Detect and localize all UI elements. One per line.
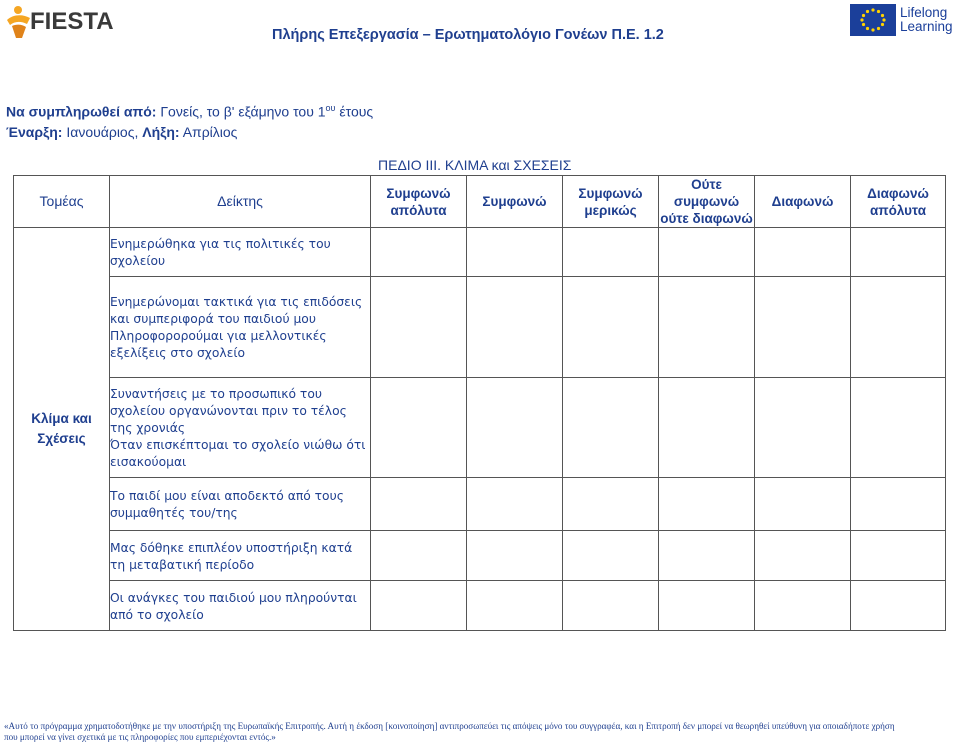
indicator-text: Όταν επισκέπτομαι το σχολείο νιώθω ότι εισακούομαι xyxy=(110,437,366,469)
scale-strongly-disagree: Διαφωνώ απόλυτα xyxy=(851,176,946,228)
document-title: Πλήρης Επεξεργασία – Ερωτηματολόγιο Γονέων Π.Ε. 1.2 xyxy=(272,27,664,43)
answer-cell[interactable] xyxy=(755,581,851,631)
sector-cell: Κλίμα και Σχέσεις xyxy=(14,228,110,631)
answer-cell[interactable] xyxy=(659,531,755,581)
end-label: Λήξη: xyxy=(142,124,180,140)
period-line xyxy=(6,124,237,140)
indicator-text: Οι ανάγκες του παιδιού μου πληρούνται από το σχολείο xyxy=(110,590,357,622)
indicator-cell xyxy=(110,277,371,378)
table-row xyxy=(14,531,946,581)
answer-cell[interactable] xyxy=(467,581,563,631)
respondent-value-a: Γονείς, το β' εξάμηνο του 1 xyxy=(156,103,326,120)
answer-cell[interactable] xyxy=(755,531,851,581)
answer-cell[interactable] xyxy=(755,277,851,378)
start-value: Ιανουάριος, xyxy=(62,124,143,140)
respondent-label: Να συμπληρωθεί από: xyxy=(6,103,157,120)
respondent-sup: ου xyxy=(325,103,336,113)
answer-cell[interactable] xyxy=(467,531,563,581)
indicator-cell xyxy=(110,581,371,631)
answer-cell[interactable] xyxy=(467,478,563,531)
answer-cell[interactable] xyxy=(371,378,467,478)
scale-partly-agree: Συμφωνώ μερικώς xyxy=(563,176,659,228)
indicator-cell xyxy=(110,228,371,277)
end-value: Απρίλιος xyxy=(179,124,238,140)
disclaimer-line-2: που μπορεί να γίνει σχετικά με τις πληροφορίες που εμπεριέχονται εντός.» xyxy=(4,732,276,742)
answer-cell[interactable] xyxy=(371,478,467,531)
indicator-text: Ενημερώνομαι τακτικά για τις επιδόσεις και συμπεριφορά του παιδιού μου xyxy=(110,294,363,326)
scale-strongly-agree: Συμφωνώ απόλυτα xyxy=(371,176,467,228)
scale-agree: Συμφωνώ xyxy=(467,176,563,228)
indicator-cell xyxy=(110,531,371,581)
answer-cell[interactable] xyxy=(659,378,755,478)
footer-disclaimer xyxy=(4,721,958,743)
learning-line: Learning xyxy=(900,19,953,34)
answer-cell[interactable] xyxy=(659,478,755,531)
answer-cell[interactable] xyxy=(755,478,851,531)
survey-table xyxy=(13,175,946,631)
eu-flag-icon xyxy=(850,4,896,36)
answer-cell[interactable] xyxy=(371,531,467,581)
answer-cell[interactable] xyxy=(563,277,659,378)
start-label: Έναρξη: xyxy=(6,124,63,140)
answer-cell[interactable] xyxy=(467,378,563,478)
col-sector-header: Τομέας xyxy=(14,176,110,228)
answer-cell[interactable] xyxy=(851,378,946,478)
indicator-text: Ενημερώθηκα για τις πολιτικές του σχολείου xyxy=(110,237,331,268)
scale-neutral: Ούτε συμφωνώ ούτε διαφωνώ xyxy=(660,177,753,226)
indicator-cell xyxy=(110,378,371,478)
indicator-text: Πληροφορορούμαι για μελλοντικές εξελίξεις στο σχολείο xyxy=(110,328,327,360)
answer-cell[interactable] xyxy=(755,228,851,277)
table-row xyxy=(14,228,946,277)
answer-cell[interactable] xyxy=(371,277,467,378)
answer-cell[interactable] xyxy=(563,228,659,277)
answer-cell[interactable] xyxy=(851,277,946,378)
brand-wordmark: FIESTA xyxy=(30,8,114,35)
table-row xyxy=(14,277,946,378)
answer-cell[interactable] xyxy=(563,378,659,478)
answer-cell[interactable] xyxy=(563,478,659,531)
section-title: ΠΕΔΙΟ ΙΙΙ. ΚΛΙΜΑ και ΣΧΕΣΕΙΣ xyxy=(378,157,572,173)
answer-cell[interactable] xyxy=(659,228,755,277)
answer-cell[interactable] xyxy=(563,581,659,631)
indicator-cell xyxy=(110,478,371,531)
lifelong-learning-logo xyxy=(850,4,958,38)
answer-cell[interactable] xyxy=(467,277,563,378)
scale-disagree: Διαφωνώ xyxy=(755,176,851,228)
answer-cell[interactable] xyxy=(659,277,755,378)
answer-cell[interactable] xyxy=(467,228,563,277)
indicator-text: Μας δόθηκε επιπλέον υποστήριξη κατά τη μεταβατική περίοδο xyxy=(110,540,353,572)
answer-cell[interactable] xyxy=(851,228,946,277)
answer-cell[interactable] xyxy=(851,531,946,581)
fiesta-logo xyxy=(4,2,116,40)
answer-cell[interactable] xyxy=(851,478,946,531)
answer-cell[interactable] xyxy=(371,228,467,277)
answer-cell[interactable] xyxy=(755,378,851,478)
table-row xyxy=(14,378,946,478)
indicator-text: Συναντήσεις με το προσωπικό του σχολείου οργανώνονται πριν το τέλος της χρονιάς xyxy=(110,386,347,435)
respondent-line xyxy=(6,103,373,120)
indicator-text: Το παιδί μου είναι αποδεκτό από τους συμμαθητές του/της xyxy=(110,489,344,520)
table-row xyxy=(14,478,946,531)
header-row xyxy=(14,176,946,228)
answer-cell[interactable] xyxy=(851,581,946,631)
answer-cell[interactable] xyxy=(659,581,755,631)
lifelong-line: Lifelong xyxy=(900,5,948,20)
table-row xyxy=(14,581,946,631)
respondent-value-b: έτους xyxy=(335,103,374,120)
lifelong-learning-wordmark xyxy=(900,6,953,34)
disclaimer-line-1: «Αυτό το πρόγραμμα χρηματοδοτήθηκε με την υποστήριξη της Ευρωπαϊκής Επιτροπής. Αυτή η έκδοση [κοινοποίηση] αντιπροσωπεύει τις απόψεις μόνο του συγγραφέα, και η Επιτροπή δεν μπορεί να θεωρηθεί υπεύθυνη για οποιαδήποτε χρήση xyxy=(4,721,895,731)
answer-cell[interactable] xyxy=(563,531,659,581)
col-indicator-header: Δείκτης xyxy=(110,176,371,228)
answer-cell[interactable] xyxy=(371,581,467,631)
